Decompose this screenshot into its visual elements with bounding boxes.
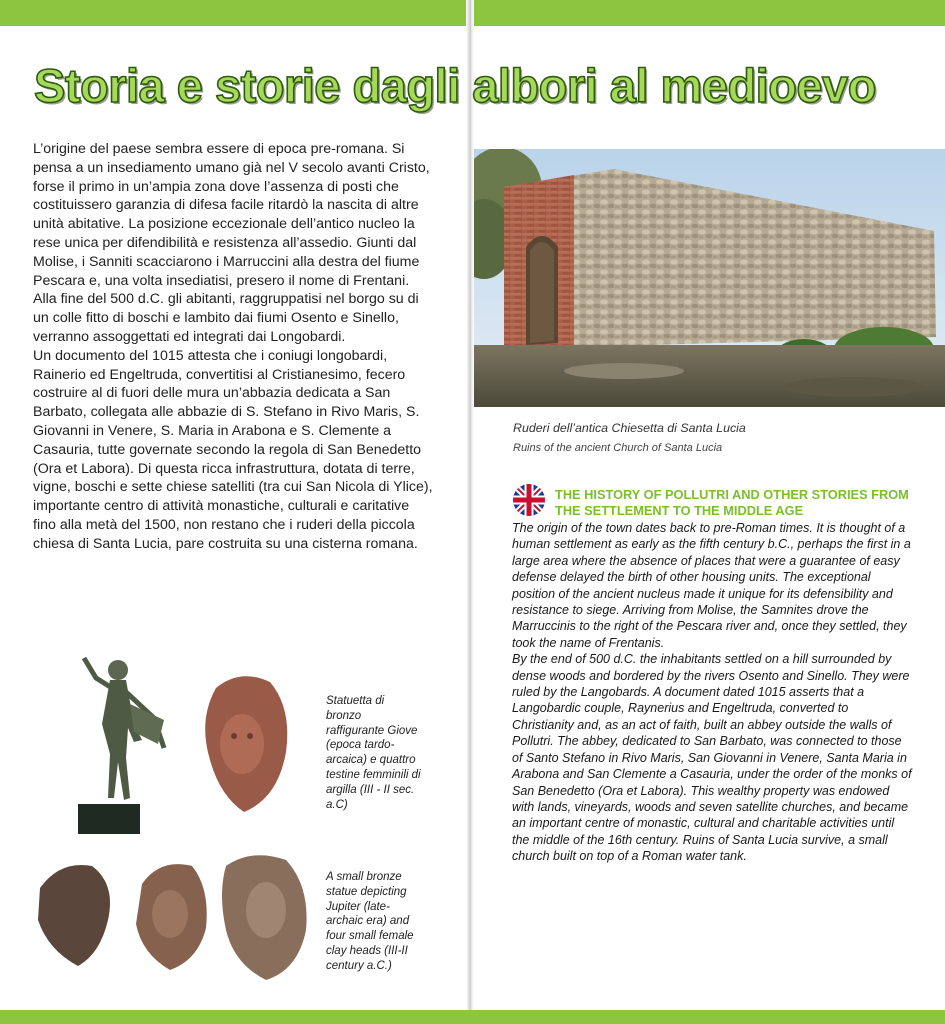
- church-ruins-photo: [474, 149, 945, 407]
- church-ruins-illustration: [474, 149, 945, 407]
- english-heading: THE HISTORY OF POLLUTRI AND OTHER STORIES FROM THE SETTLEMENT TO THE MIDDLE AGE: [555, 487, 909, 518]
- english-text-block: [512, 520, 912, 865]
- clay-head-4: [222, 855, 307, 980]
- bronze-statue-figure: [78, 658, 164, 834]
- artifacts-caption-english: A small bronze statue depicting Jupiter (late-archaic era) and four small female clay heads (III-II century a.C.): [326, 871, 414, 972]
- photo-caption-italian: Ruderi dell’antica Chiesetta di Santa Lucia: [513, 421, 746, 435]
- artifacts-illustration: [30, 648, 330, 988]
- clay-head-1: [205, 676, 287, 812]
- clay-head-2: [38, 865, 110, 966]
- italian-paragraph-2: Un documento del 1015 attesta che i coniugi longobardi, Rainerio ed Engeltruda, convertitisi al Cristianesimo, fecero costruire al di fuori delle mura un’abbazia dedicata a San Barbato, collegata alle abbazie di S. Stefano in Rivo Maris, S. Giovanni in Venere, S. Maria in Arabona e S. Clemente a Casauria, tutte governate secondo la regola di San Benedetto (Ora et Labora). Di questa ricca infrastruttura, dotata di terre, vigne, boschi e sette chiese satelliti (tra cui San Nicola di Ylice), importante centro di attività monastiche, culturali e caritative fino alla metà del 1500, non restano che i ruderi della piccola chiesa di Santa Lucia, pare costruita su una cisterna romana.: [33, 347, 433, 552]
- english-paragraph-1: The origin of the town dates back to pre-Roman times. It is thought of a human settlement as early as the fifth century b.C., perhaps the first in a large area where the absence of places that were a guarantee of easy defense delayed the birth of other housing units. The exceptional position of the ancient nucleus made it unique for its defensibility and resistance to siege. Arriving from Molise, the Samnites drove the Marruccinis to the right of the Pescara river and, once they settled, they took the name of Frentanis.: [512, 521, 911, 650]
- photo-caption-english: Ruins of the ancient Church of Santa Lucia: [513, 442, 723, 454]
- english-paragraph-2: By the end of 500 d.C. the inhabitants settled on a hill surrounded by dense woods and bordered by the rivers Osento and Sinello. They were ruled by the Langobards. A document dated 1015 asserts that a Langobardic couple, Raynerius and Engeltruda, converted to Christianity and, as an act of faith, built an abbey outside the walls of Pollutri. The abbey, dedicated to San Barbato, was connected to those of Santo Stefano in Rivo Maris, San Giovanni in Venere, Santa Maria in Arabona and San Clemente a Casauria, under the order of the monks of San Benedetto (Ora et Labora). This wealthy property was endowed with lands, vineyards, woods and seven satellite churches, and became an important centre of monastic, cultural and charitable activities until the middle of the 16th century. Ruins of Santa Lucia survive, a small church built on top of a Roman water tank.: [512, 652, 912, 864]
- artifacts-photo: [30, 648, 330, 988]
- artifacts-caption-italian: Statuetta di bronzo raffigurante Giove (epoca tardo-arcaica) e quattro testine femminili di argilla (III - II sec. a.C): [326, 695, 421, 811]
- page-title: Storia e storie dagli albori al medioevo: [34, 59, 876, 112]
- page-gutter: [466, 0, 474, 1024]
- clay-head-3: [136, 864, 207, 970]
- italian-text-block: [33, 140, 433, 554]
- italian-paragraph-1: L’origine del paese sembra essere di epoca pre-romana. Si pensa a un insediamento umano già nel V secolo avanti Cristo, forse il primo in un’ampia zona dove l’assenza di posti che costituissero garanzia di difesa facile ritardò la nascita di altre unità abitative. La posizione eccezionale dell’antico nucleo la rese unica per difendibilità e resistenza all’assedio. Giunti dal Molise, i Sanniti scacciarono i Marruccini alla destra del fiume Pescara e, una volta insediatisi, presero il nome di Frentani. Alla fine del 500 d.C. gli abitanti, raggruppatisi nel borgo su di un colle fitto di boschi e lambito dai fiumi Osento e Sinello, verranno assoggettati ed integrati dai Longobardi.: [33, 141, 430, 345]
- uk-flag-icon: [513, 484, 545, 516]
- bottom-green-band: [0, 1010, 945, 1024]
